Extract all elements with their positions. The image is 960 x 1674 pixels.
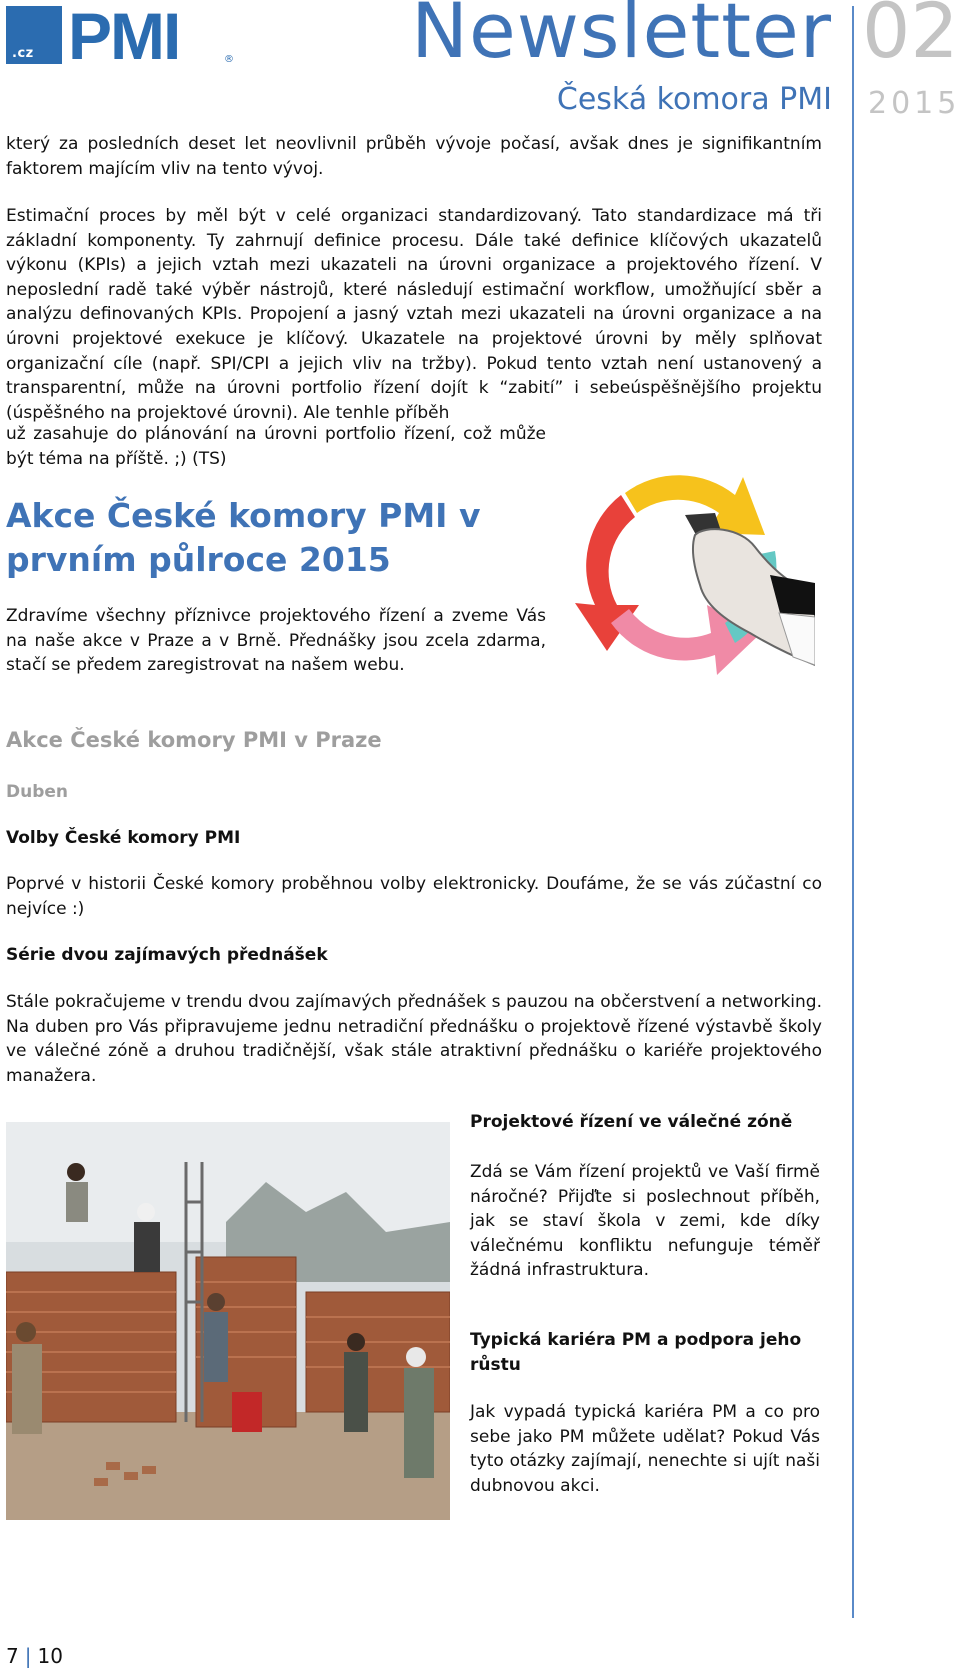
event-text-elections: Poprvé v historii České komory proběhnou volby elektronicky. Doufáme, že se vás zúčastní co nejvíce :) bbox=[6, 874, 822, 919]
event-title-elections: Volby České komory PMI bbox=[6, 828, 241, 848]
newsletter-subtitle: Česká komora PMI bbox=[556, 82, 832, 117]
event-title-lectures: Série dvou zajímavých přednášek bbox=[6, 945, 328, 965]
logo-registered-mark: ® bbox=[224, 54, 234, 65]
issue-year: 2015 bbox=[868, 86, 960, 121]
issue-number: 02 bbox=[862, 0, 959, 75]
logo-pmi-text: PMI bbox=[68, 0, 180, 73]
page-total: 10 bbox=[37, 1644, 63, 1668]
czech-flag-logo-icon bbox=[6, 6, 62, 64]
page-number: 7 bbox=[6, 1644, 19, 1668]
event-text-lectures: Stále pokračujeme v trendu dvou zajímavých přednášek s pauzou na občerstvení a networking. Na duben pro Vás připravujeme jednu netradiční přednášku o projektově řízené výstavbě školy ve válečné zóně a druhou tradičnější, však stále atraktivní přednášku o kariéře projektového manažera. bbox=[6, 992, 822, 1086]
pmi-logo[interactable] bbox=[6, 0, 234, 73]
month-label: Duben bbox=[6, 782, 69, 802]
school-construction-photo bbox=[6, 1122, 450, 1520]
article-paragraph-2-end: už zasahuje do plánování na úrovni portfolio řízení, což může být téma na příště. ;) (TS) bbox=[6, 424, 546, 469]
talk-title-war-zone: Projektové řízení ve válečné zóně bbox=[470, 1112, 793, 1132]
article-paragraph-2: Estimační proces by měl být v celé organizaci standardizovaný. Tato standardizace má tři základní komponenty. Ty zahrnují definice procesu. Dále také definice klíčových ukazatelů výkonu (KPIs) a jejich vztah mezi ukazateli na úrovni organizace a projektového řízení. V neposlední radě také výběr nástrojů, které následují estimační workflow, umožňující sběr a analýzu definovaných KPIs. Propojení a jasný vztah mezi ukazateli na úrovni organizace a na úrovni projektové exekuce je klíčový. Ukazatele na projektové úrovni by měly splňovat organizační cíle (např. SPI/CPI a jejich vliv na tržby). Pokud tento vztah není ustanovený a transparentní, může na úrovni portfolio řízení dojít k “zabití” i sebeúspěšnějšího projektu (úspěšného na projektové úrovni). Ale tenhle příběh bbox=[6, 206, 822, 423]
talk-text-war-zone: Zdá se Vám řízení projektů ve Vaší firmě náročné? Přijďte si poslechnout příběh, jak se staví škola v zemi, kde díky válečnému konfliktu nefunguje téměř žádná infrastruktura. bbox=[470, 1162, 820, 1281]
newsletter-title: Newsletter bbox=[411, 0, 832, 75]
talk-title-career: Typická kariéra PM a podpora jeho růstu bbox=[470, 1330, 802, 1375]
logo-cz-text: .cz bbox=[12, 46, 34, 61]
page-separator: | bbox=[24, 1644, 32, 1668]
article-paragraph-1: který za posledních deset let neovlivnil průběh vývoje počasí, avšak dnes je signifikantním faktorem majícím vliv na tento vývoj. bbox=[6, 134, 822, 179]
prague-events-heading: Akce České komory PMI v Praze bbox=[6, 728, 382, 752]
talk-text-career: Jak vypadá typická kariéra PM a co pro sebe jako PM můžete udělat? Pokud Vás tyto otázky zajímají, nenechte si ujít naši dubnovou akci. bbox=[470, 1402, 820, 1496]
events-heading: Akce České komory PMI v prvním půlroce 2015 bbox=[6, 496, 481, 579]
vertical-divider bbox=[852, 6, 854, 1618]
cycle-arrows-illustration bbox=[565, 455, 815, 685]
page-footer bbox=[6, 1644, 63, 1668]
events-intro: Zdravíme všechny příznivce projektového řízení a zveme Vás na naše akce v Praze a v Brně. Přednášky jsou zcela zdarma, stačí se předem zaregistrovat na našem webu. bbox=[6, 606, 546, 676]
